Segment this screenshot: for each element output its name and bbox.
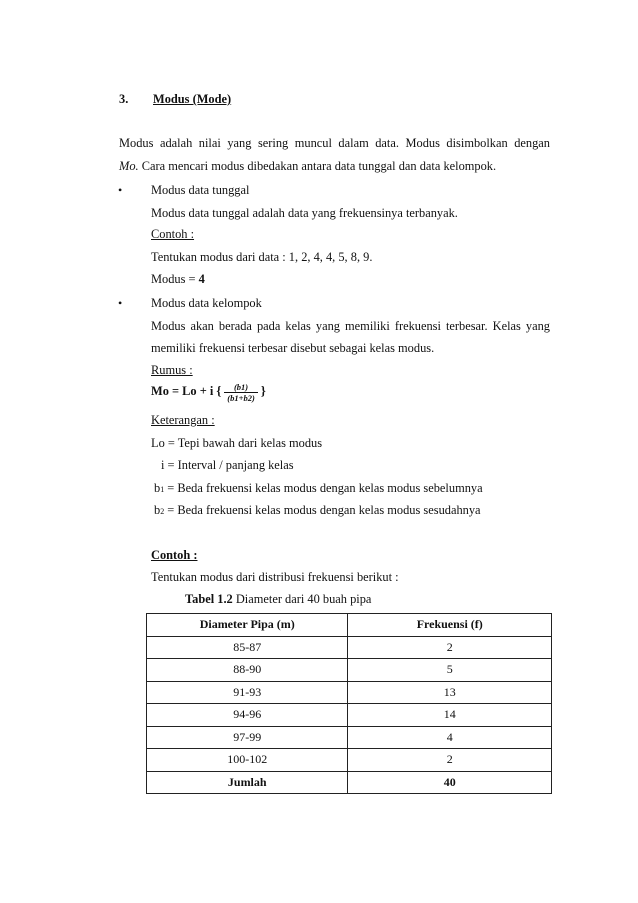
- table-cell-frekuensi: 13: [348, 681, 552, 704]
- table-row: [147, 659, 552, 682]
- tunggal-result: [151, 272, 205, 287]
- b1-symbol: b: [154, 481, 161, 495]
- kelompok-definition-1: Modus akan berada pada kelas yang memiliki frekuensi terbesar. Kelas yang: [151, 319, 550, 333]
- table-row: [147, 726, 552, 749]
- tunggal-contoh-label: Contoh :: [151, 227, 195, 241]
- section-title: Modus (Mode): [153, 92, 232, 106]
- keterangan-b2: [154, 503, 481, 518]
- b2-subscript: 2: [160, 507, 165, 516]
- table-total-row: [147, 771, 552, 794]
- mo-symbol: Mo.: [119, 159, 139, 173]
- result-label: Modus =: [151, 272, 199, 286]
- kelompok-contoh-label: Contoh :: [151, 548, 198, 562]
- table-caption-label: Tabel 1.2: [185, 592, 233, 606]
- formula-fraction: [224, 382, 258, 403]
- formula-close: }: [260, 384, 266, 398]
- b2-text: = Beda frekuensi kelas modus dengan kelas modus sesudahnya: [164, 503, 481, 517]
- table-cell-frekuensi: 4: [348, 726, 552, 749]
- intro-line-1: Modus adalah nilai yang sering muncul dalam data. Modus disimbolkan dengan: [119, 136, 550, 150]
- keterangan-i: i = Interval / panjang kelas: [161, 458, 294, 472]
- formula-lhs: Mo = Lo + i {: [151, 384, 222, 398]
- table-caption: [185, 592, 371, 607]
- b1-text: = Beda frekuensi kelas modus dengan kelas modus sebelumnya: [164, 481, 483, 495]
- bullet-icon: •: [118, 183, 123, 197]
- keterangan-lo: Lo = Tepi bawah dari kelas modus: [151, 436, 323, 450]
- table-row: [147, 749, 552, 772]
- table-header-frekuensi: Frekuensi (f): [348, 614, 552, 637]
- table-caption-text: Diameter dari 40 buah pipa: [232, 592, 372, 606]
- tunggal-heading: Modus data tunggal: [151, 183, 250, 197]
- result-value: 4: [198, 272, 205, 286]
- kelompok-task: Tentukan modus dari distribusi frekuensi berikut :: [151, 570, 399, 584]
- intro-line-2-rest: Cara mencari modus dibedakan antara data tunggal dan data kelompok.: [138, 159, 497, 173]
- table-row: [147, 704, 552, 727]
- tunggal-example: Tentukan modus dari data : 1, 2, 4, 4, 5, 8, 9.: [151, 250, 373, 264]
- table-cell-frekuensi: 2: [348, 749, 552, 772]
- table-cell-frekuensi: 5: [348, 659, 552, 682]
- table-total-value: 40: [348, 771, 552, 794]
- bullet-icon: •: [118, 296, 123, 310]
- table-cell-frekuensi: 2: [348, 636, 552, 659]
- table-header-row: [147, 614, 552, 637]
- table-cell-diameter: 91-93: [147, 681, 348, 704]
- keterangan-b1: [154, 481, 483, 496]
- tunggal-definition: Modus data tunggal adalah data yang frekuensinya terbanyak.: [151, 206, 458, 220]
- kelompok-definition-2: memiliki frekuensi terbesar disebut sebagai kelas modus.: [151, 341, 435, 355]
- formula-denominator: (b1+b2): [227, 392, 255, 403]
- kelompok-heading: Modus data kelompok: [151, 296, 262, 310]
- table-cell-diameter: 88-90: [147, 659, 348, 682]
- b2-symbol: b: [154, 503, 161, 517]
- keterangan-label: Keterangan :: [151, 413, 215, 427]
- table-cell-diameter: 100-102: [147, 749, 348, 772]
- section-number: 3.: [119, 92, 129, 106]
- table-cell-frekuensi: 14: [348, 704, 552, 727]
- mode-formula: [151, 380, 266, 403]
- table-cell-diameter: 97-99: [147, 726, 348, 749]
- intro-line-2: [119, 159, 496, 174]
- table-total-label: Jumlah: [147, 771, 348, 794]
- table-cell-diameter: 94-96: [147, 704, 348, 727]
- table-row: [147, 636, 552, 659]
- table-header-diameter: Diameter Pipa (m): [147, 614, 348, 637]
- b1-subscript: 1: [160, 485, 165, 494]
- table-row: [147, 681, 552, 704]
- formula-numerator: (b1): [224, 382, 258, 393]
- table-cell-diameter: 85-87: [147, 636, 348, 659]
- rumus-label: Rumus :: [151, 363, 193, 377]
- frequency-table: [146, 613, 552, 794]
